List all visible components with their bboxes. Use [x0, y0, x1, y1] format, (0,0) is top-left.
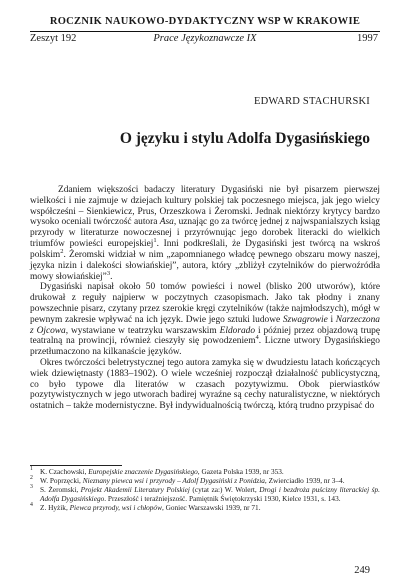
journal-title: ROCZNIK NAUKOWO-DYDAKTYCZNY WSP W KRAKOWIE: [49, 16, 361, 27]
text-run: Okres twórczości beletrystycznej tego autora zamyka się w dwudziestu latach kończących wiek dziewiętnasty (1883–1902). O wiele wcześniej rozpoczął działalność publicystyczną, co było typowe dla literatów w czasach pozytywizmu. Obok pierwiastków pozytywistycznych w jego utworach badirej wyraźne są cechy naturalistyczne, w niektórych ostatnich – także modernistyczne. Był indywidualnością twórczą, którą trudno przypisać do: [30, 358, 380, 412]
footnote-ref[interactable]: 4: [255, 334, 259, 342]
italic-title: Szwagrowie: [282, 314, 328, 325]
article-title: O języku i stylu Adolfa Dygasińskiego: [119, 130, 370, 147]
publication-year: 1997: [357, 33, 378, 44]
text-run: , Goniec Warszawski 1939, nr 71.: [161, 503, 261, 513]
footnote-number: 4: [30, 502, 33, 509]
text-run: . Żeromski widział w nim „zapomnianego władcę pewnego obszaru mowy naszej, języka nizin i dalekości słowiańskiej”, autora, który „zbliżył czytelników do pierwoźródła mowy słowiańskiej”: [30, 249, 380, 282]
italic-title: Narzeczona z Ojcowa: [30, 314, 380, 336]
page-number: 249: [354, 565, 370, 576]
article-body: [30, 185, 380, 412]
text-run: .: [110, 271, 113, 282]
italic-title: Projekt Akademii Literatury Polskiej: [80, 485, 190, 495]
text-run: i później przez objazdową trupę teatralną na prowincji, również cieszyły się powodzeniem: [30, 325, 380, 347]
text-run: i: [327, 314, 336, 325]
text-run: , Zwierciadło 1939, nr 3–4.: [264, 476, 345, 486]
footnote-rule: [30, 465, 122, 466]
text-run: W. Poprzęcki,: [40, 476, 83, 486]
text-run: Zdaniem większości badaczy literatury Dygasiński nie był pisarzem pierwszej wielkości i nie zajmuje w dziejach kultury polskiej tak poczesnego miejsca, jak jego wielcy współcześni – Sienkiewicz, Prus, Orzeszkowa i Żeromski. Jednak niektórzy krytycy bardzo wysoko oceniali twórczość autora: [30, 185, 380, 228]
text-run: . Przeszłość i teraźniejszość. Pamiętnik Świętokrzyski 1930, Kielce 1931, s. 143.: [104, 494, 341, 504]
footnote-ref[interactable]: 3: [106, 269, 111, 277]
text-run: . Liczne utwory Dygasińskiego przetłumaczono na kilkanaście języków.: [30, 336, 380, 358]
text-run: , uznając go za twórcę jednej z najwspanialszych ksiąg przyrody w literaturze nowoczesnej i przyrównując jego dorobek literacki do wielkich triumfów powieści europejskiej: [30, 217, 380, 250]
footnotes: [30, 467, 380, 512]
italic-title: Piewca przyrody, wsi i chłopów: [69, 503, 162, 513]
text-run: Z. Hyżik,: [40, 503, 70, 513]
paragraph-2: [30, 282, 380, 358]
footnote-ref[interactable]: 1: [153, 236, 157, 244]
text-run: Dygasiński napisał około 50 tomów powieści i nowel (blisko 200 utworów), które drukował z reguły najpierw w poczytnych czasopismach. Jako tak płodny i znany powszechnie pisarz, czytany przez szerokie kręgi czytelników (także najmłodszych), mógł w pewnym zakresie wpływać na ich język. Dwie jego sztuki ludowe: [30, 282, 380, 325]
footnote-number: 2: [30, 475, 33, 482]
italic-title: Drogi i bezdroża puścizny literackiej śp. Adolfa Dygasińskiego: [40, 485, 380, 504]
footnote-1: [30, 467, 380, 476]
text-run: (cytat za:) W. Wolert,: [189, 485, 260, 495]
text-run: K. Czachowski,: [40, 467, 89, 476]
footnote-2: [30, 476, 380, 485]
text-run: , Gazeta Polska 1939, nr 353.: [197, 467, 284, 476]
series-title: Prace Językoznawcze IX: [153, 33, 257, 44]
text-run: S. Żeromski,: [40, 485, 81, 495]
footnote-4: [30, 503, 380, 512]
paragraph-3: [30, 358, 380, 412]
footnote-number: 1: [30, 466, 33, 472]
italic-title: Nieznany piewca wsi i przyrody – Adolf Dygasiński z Ponidzia: [82, 476, 265, 486]
paragraph-1: [30, 185, 380, 282]
italic-title: Asa: [159, 217, 174, 228]
italic-title: Europejskie znaczenie Dygasińskiego: [88, 467, 198, 476]
text-run: , wystawiane w teatrzyku warszawskim: [65, 325, 220, 336]
article-author: EDWARD STACHURSKI: [253, 96, 370, 107]
issue-number: Zeszyt 192: [30, 33, 77, 44]
footnote-3: [30, 485, 380, 503]
footnote-number: 3: [30, 484, 33, 491]
header-rule: [30, 31, 380, 32]
text-run: . Inni podkreślali, że Dygasiński jest twórcą na wskroś polskim: [30, 239, 380, 260]
footnote-ref[interactable]: 2: [60, 247, 64, 255]
italic-title: Eldorado: [219, 325, 256, 336]
